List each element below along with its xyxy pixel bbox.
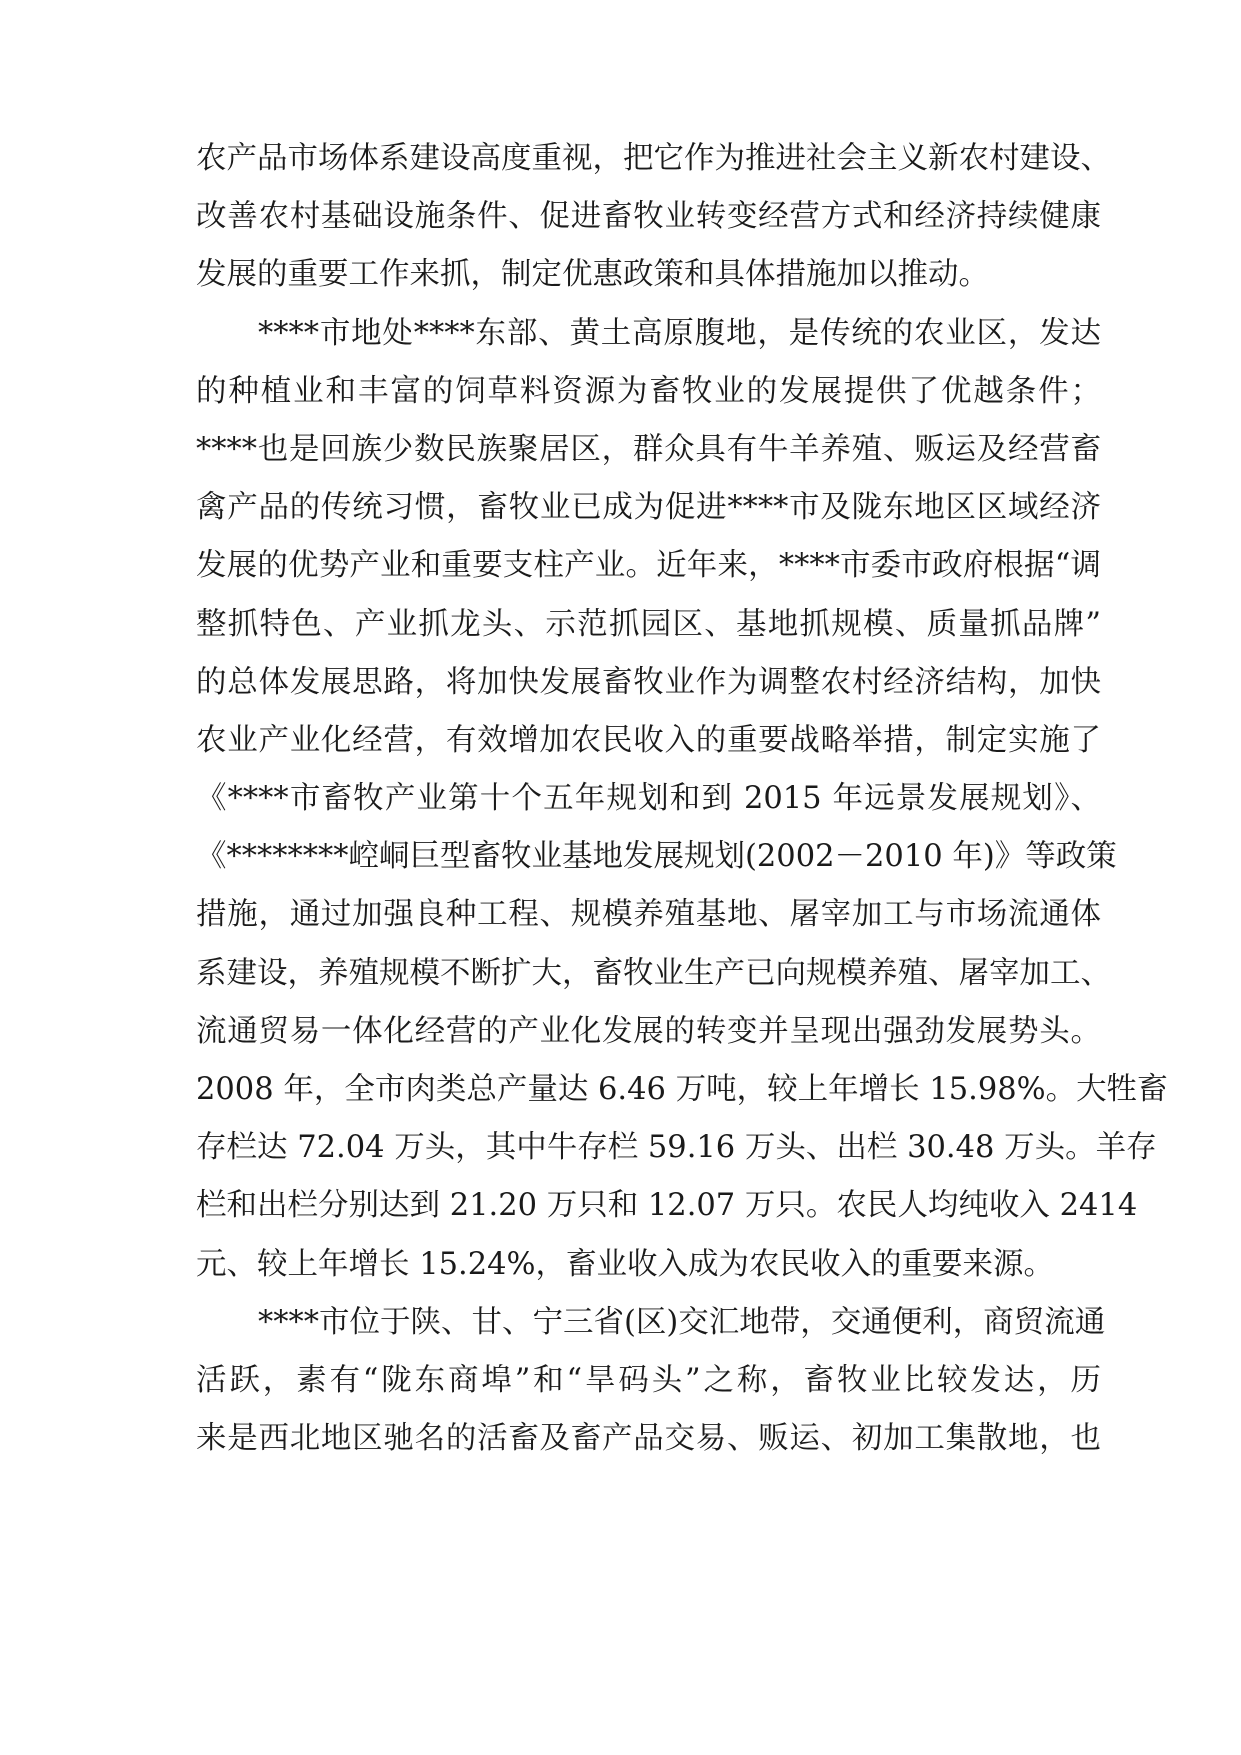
text-line: 《****市畜牧产业第十个五年规划和到 2015 年远景发展规划》、 xyxy=(196,781,1101,817)
text-line: 活跃，素有“陇东商埠”和“旱码头”之称，畜牧业比较发达，历 xyxy=(196,1362,1101,1398)
text-line: 来是西北地区驰名的活畜及畜产品交易、贩运、初加工集散地，也 xyxy=(196,1421,1101,1457)
text-line: 存栏达 72.04 万头，其中牛存栏 59.16 万头、出栏 30.48 万头。羊存 xyxy=(196,1130,1157,1166)
text-line: 系建设，养殖规模不断扩大，畜牧业生产已向规模养殖、屠宰加工、 xyxy=(196,955,1111,991)
text-line: 整抓特色、产业抓龙头、示范抓园区、基地抓规模、质量抓品牌” xyxy=(196,606,1101,642)
text-line: 流通贸易一体化经营的产业化发展的转变并呈现出强劲发展势头。 xyxy=(196,1013,1101,1049)
text-line: ****也是回族少数民族聚居区，群众具有牛羊养殖、贩运及经营畜 xyxy=(196,431,1101,467)
text-line: 《********崆峒巨型畜牧业基地发展规划(2002－2010 年)》等政策 xyxy=(196,839,1117,875)
text-line: 措施，通过加强良种工程、规模养殖基地、屠宰加工与市场流通体 xyxy=(196,897,1101,933)
text-line: 农产品市场体系建设高度重视，把它作为推进社会主义新农村建设、 xyxy=(196,141,1111,176)
text-line: 栏和出栏分别达到 21.20 万只和 12.07 万只。农民人均纯收入 2414 xyxy=(196,1188,1138,1224)
text-line: 的种植业和丰富的饲草料资源为畜牧业的发展提供了优越条件； xyxy=(196,373,1101,409)
text-line: 发展的优势产业和重要支柱产业。近年来，****市委市政府根据“调 xyxy=(196,548,1101,584)
text-line: 2008 年，全市肉类总产量达 6.46 万吨，较上年增长 15.98%。大牲畜 xyxy=(196,1072,1168,1107)
body-text xyxy=(196,130,1168,1468)
text-line: 元、较上年增长 15.24%，畜业收入成为农民收入的重要来源。 xyxy=(196,1246,1054,1282)
text-line: 发展的重要工作来抓，制定优惠政策和具体措施加以推动。 xyxy=(196,257,989,293)
text-line: 改善农村基础设施条件、促进畜牧业转变经营方式和经济持续健康 xyxy=(196,199,1101,235)
text-line: 的总体发展思路，将加快发展畜牧业作为调整农村经济结构，加快 xyxy=(196,664,1101,700)
paragraph-first-line: ****市位于陕、甘、宁三省(区)交汇地带，交通便利，商贸流通 xyxy=(258,1304,1106,1340)
text-line: 农业产业化经营，有效增加农民收入的重要战略举措，制定实施了 xyxy=(196,722,1101,758)
text-line: 禽产品的传统习惯，畜牧业已成为促进****市及陇东地区区域经济 xyxy=(196,490,1101,526)
paragraph-first-line: ****市地处****东部、黄土高原腹地，是传统的农业区，发达 xyxy=(258,315,1101,351)
